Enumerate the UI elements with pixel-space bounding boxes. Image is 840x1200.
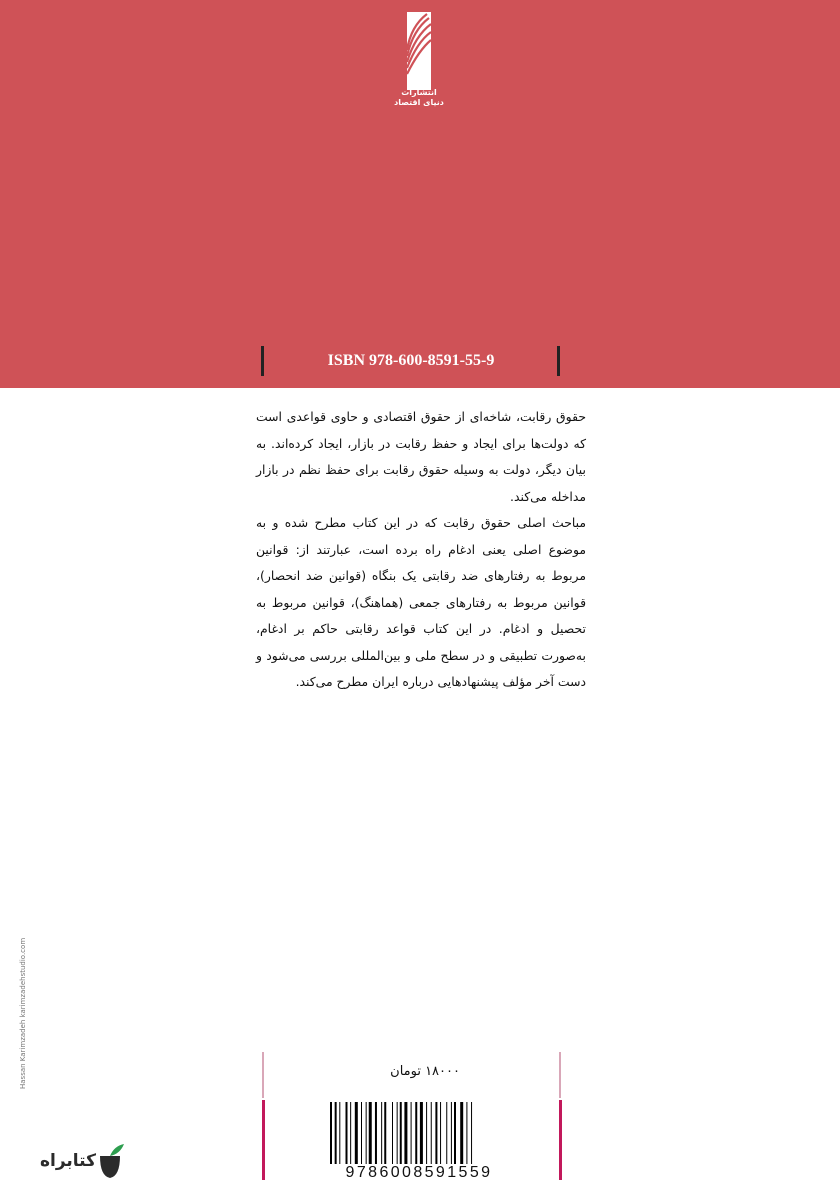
watermark-text: کتابراه [39, 1151, 96, 1171]
barcode-divider-left [262, 1100, 265, 1180]
blurb-paragraph-1: حقوق رقابت، شاخه‌ای از حقوق اقتصادی و حاوی قواعدی است که دولت‌ها برای ایجاد و حفظ رقابت در بازار، ایجاد کرده‌اند. به بیان دیگر، دولت به وسیله حقوق رقابت برای حفظ نظم در بازار مداخله می‌کند. [256, 409, 586, 504]
barcode-divider-right [559, 1100, 562, 1180]
blurb-paragraph-2: مباحث اصلی حقوق رقابت که در این کتاب مطرح شده و به موضوع اصلی یعنی ادغام راه برده است، عبارتند از: قوانین مربوط به رفتارهای ضد رقابتی یک بنگاه (قوانین ضد انحصار)، قوانین مربوط به رفتارهای جمعی (هماهنگ)، قوانین مربوط به تحصیل و ادغام. در این کتاب قواعد رقابتی حاکم بر ادغام، به‌صورت تطبیقی و در سطح ملی و بین‌المللی بررسی می‌شود و دست آخر مؤلف پیشنهادهایی درباره ایران مطرح می‌کند. [256, 515, 586, 689]
isbn-divider-left [261, 346, 264, 376]
isbn-divider-right [557, 346, 560, 376]
publisher-name-line1: انتشارات [401, 88, 437, 97]
barcode-number: 9786008591559 [345, 1164, 493, 1181]
watermark [32, 1138, 128, 1184]
publisher-name-line2: دنیای اقتصاد [394, 98, 444, 107]
price: ۱۸۰۰۰ تومان [390, 1064, 460, 1079]
price-divider-left [262, 1052, 264, 1098]
designer-credit: Hassan Karimzadeh karimzadehstudio.com [19, 937, 27, 1089]
leaf-logo-icon [94, 1142, 126, 1180]
isbn: ISBN 978-600-8591-55-9 [327, 352, 495, 369]
publisher-name [381, 88, 457, 108]
barcode [330, 1102, 514, 1164]
back-cover-blurb [256, 404, 586, 696]
price-divider-right [559, 1052, 561, 1098]
